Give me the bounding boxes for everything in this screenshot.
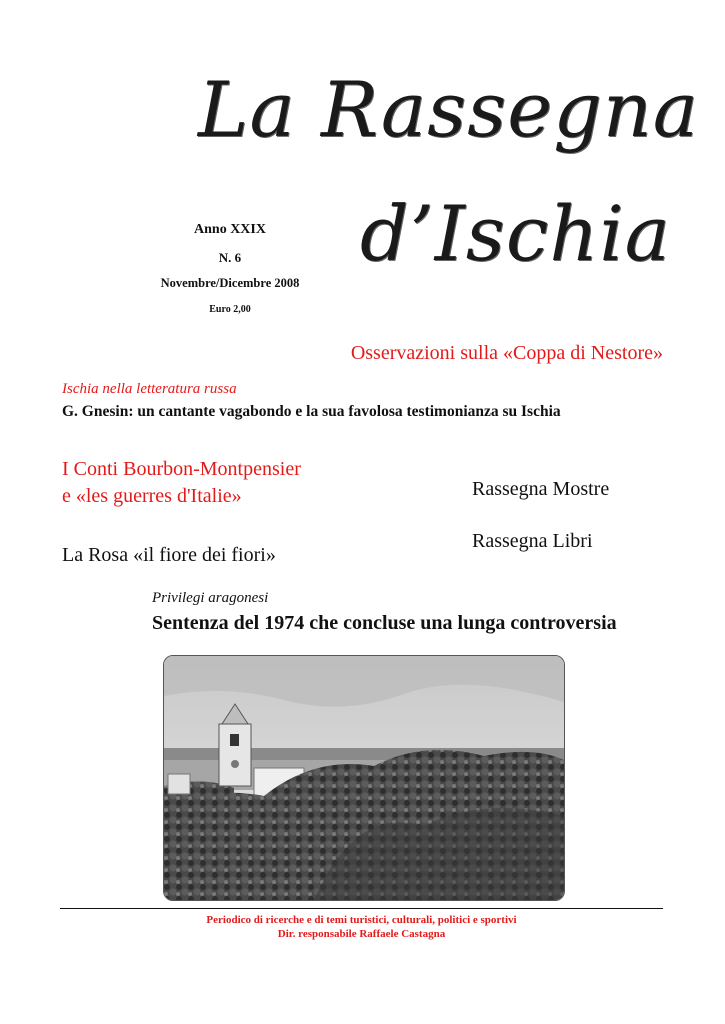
article-privilegi-kicker: Privilegi aragonesi [152,590,269,606]
article-privilegi-title[interactable]: Sentenza del 1974 che concluse una lunga controversia [152,612,617,634]
article-conti-line1[interactable]: I Conti Bourbon-Montpensier [62,458,301,480]
footer-divider [60,908,663,909]
footer-director: Dir. responsabile Raffaele Castagna [277,928,446,940]
article-coppa-title[interactable]: Osservazioni sulla «Coppa di Nestore» [350,342,663,364]
landscape-photo-icon [164,656,564,900]
article-rosa[interactable]: La Rosa «il fiore dei fiori» [62,544,276,566]
cover-photo [163,655,565,901]
footer-tagline: Periodico di ricerche e di temi turistici, culturali, politici e sportivi [206,914,517,926]
masthead-title-line2: d’Ischia [360,189,671,278]
article-mostre[interactable]: Rassegna Mostre [472,478,610,500]
issue-year: Anno XXIX [194,222,266,237]
issue-price: Euro 2,00 [209,304,251,315]
issue-date: Novembre/Dicembre 2008 [160,276,300,290]
article-russian-title[interactable]: G. Gnesin: un cantante vagabondo e la sua favolosa testimonianza su Ischia [62,403,561,420]
article-russian-kicker: Ischia nella letteratura russa [62,381,237,397]
issue-number: N. 6 [218,250,242,265]
article-libri[interactable]: Rassegna Libri [472,530,593,552]
masthead-title-line1: La Rassegna [198,65,700,154]
article-conti-line2[interactable]: e «les guerres d'Italie» [62,485,242,507]
